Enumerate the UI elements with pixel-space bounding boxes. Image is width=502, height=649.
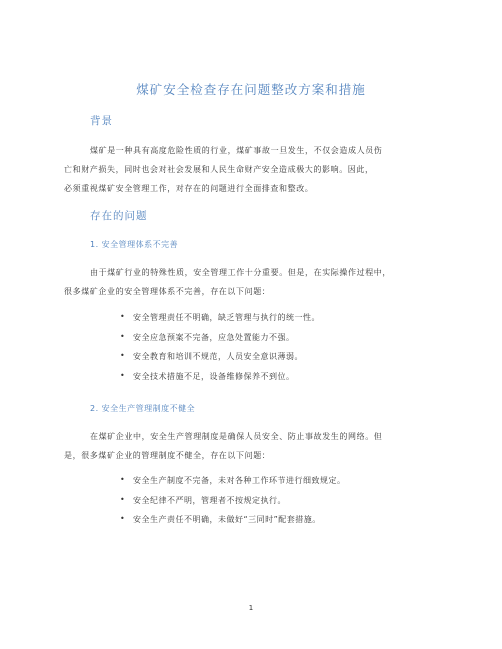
list-item — [120, 312, 320, 332]
list-item-text: 安全管理责任不明确，缺乏管理与执行的统一性。 — [133, 313, 320, 322]
bullet-icon: • — [120, 494, 126, 504]
list-item — [120, 514, 346, 534]
bullet-icon: • — [120, 475, 126, 484]
bullet-icon: • — [120, 331, 126, 341]
list-item — [120, 371, 320, 391]
issues-heading: 存在的问题 — [90, 210, 148, 222]
section-2-bullet-list — [120, 475, 346, 534]
bullet-icon: • — [120, 370, 126, 380]
list-item — [120, 351, 320, 371]
bullet-icon: • — [120, 514, 126, 523]
list-item-text: 安全生产责任不明确，未做好“三同时”配套措施。 — [133, 515, 321, 524]
list-item-text: 安全生产制度不完备，未对各种工作环节进行细致规定。 — [133, 476, 346, 485]
list-item — [120, 475, 346, 495]
paragraph-line: 是，很多煤矿企业的管理制度不健全，存在以下问题： — [64, 451, 271, 460]
paragraph-line: 煤矿是一种具有高度危险性质的行业，煤矿事故一旦发生，不仅会造成人员伤 — [90, 146, 383, 155]
page-number: 1 — [248, 604, 254, 612]
document-title: 煤矿安全检查存在问题整改方案和措施 — [136, 82, 366, 97]
bullet-icon: • — [120, 351, 126, 360]
paragraph-line: 由于煤矿行业的特殊性质，安全管理工作十分重要。但是，在实际操作过程中， — [90, 268, 391, 277]
list-item-text: 安全技术措施不足，设备维修保养不到位。 — [133, 371, 295, 381]
bullet-icon: • — [120, 312, 126, 321]
list-item-text: 安全教育和培训不规范，人员安全意识薄弱。 — [133, 352, 303, 361]
list-item-text: 安全应急预案不完备，应急处置能力不强。 — [133, 332, 295, 342]
list-item-text: 安全纪律不严明，管理者不按规定执行。 — [133, 495, 286, 505]
section-1-bullet-list — [120, 312, 320, 390]
list-item — [120, 332, 320, 352]
background-heading: 背景 — [90, 115, 113, 127]
paragraph-line: 必须重视煤矿安全管理工作，对存在的问题进行全面排查和整改。 — [64, 184, 314, 193]
section-2-heading: 2. 安全生产管理制度不健全 — [90, 404, 196, 413]
paragraph-line: 亡和财产损失，同时也会对社会发展和人民生命财产安全造成极大的影响。因此， — [64, 165, 374, 174]
paragraph-line: 在煤矿企业中，安全生产管理制度是确保人员安全、防止事故发生的网络。但 — [90, 432, 383, 441]
section-1-heading: 1. 安全管理体系不完善 — [90, 240, 179, 249]
paragraph-line: 很多煤矿企业的安全管理体系不完善，存在以下问题： — [64, 287, 271, 296]
list-item — [120, 495, 346, 515]
